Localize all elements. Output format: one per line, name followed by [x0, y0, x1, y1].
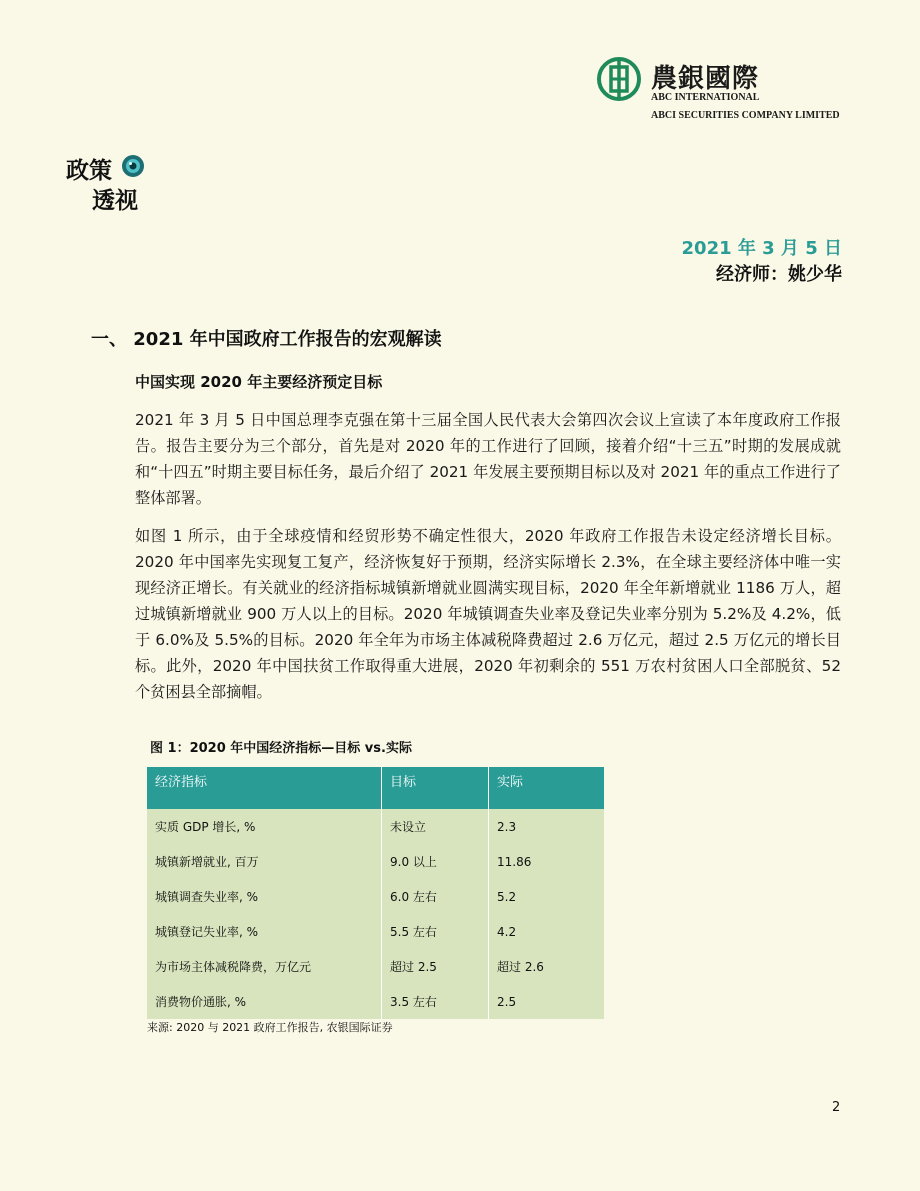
company-logo — [596, 52, 876, 127]
table-cell: 超过 2.6 — [489, 949, 605, 984]
logo-company-name: ABCI SECURITIES COMPANY LIMITED — [651, 110, 840, 121]
report-date: 2021 年 3 月 5 日 — [681, 238, 842, 259]
table-header-row — [147, 767, 604, 809]
figure-title: 图 1：2020 年中国经济指标—目标 vs.实际 — [150, 741, 412, 756]
table-row — [147, 879, 604, 914]
logo-chinese-name: 農銀國際 — [651, 64, 760, 94]
table-row — [147, 809, 604, 844]
report-brand — [66, 152, 196, 214]
table-cell: 未设立 — [382, 809, 489, 844]
table-cell: 4.2 — [489, 914, 605, 949]
table-cell: 6.0 左右 — [382, 879, 489, 914]
indicator-table — [147, 767, 604, 1019]
table-cell: 实质 GDP 增长, % — [147, 809, 382, 844]
figure-source: 来源: 2020 与 2021 政府工作报告, 农银国际证券 — [147, 1021, 393, 1034]
column-header: 实际 — [489, 767, 605, 809]
table-cell: 城镇登记失业率, % — [147, 914, 382, 949]
section-title: 一、 2021 年中国政府工作报告的宏观解读 — [91, 329, 442, 350]
table-cell: 为市场主体减税降费，万亿元 — [147, 949, 382, 984]
table-cell: 5.2 — [489, 879, 605, 914]
camera-lens-icon — [121, 154, 145, 178]
report-author: 经济师：姚少华 — [716, 264, 842, 285]
table-cell: 城镇调查失业率, % — [147, 879, 382, 914]
page-number: 2 — [832, 1100, 841, 1115]
table-cell: 超过 2.5 — [382, 949, 489, 984]
table-cell: 2.3 — [489, 809, 605, 844]
table-cell: 消费物价通胀, % — [147, 984, 382, 1019]
table-row — [147, 949, 604, 984]
brand-line-1: 政策 — [66, 157, 112, 184]
table-cell: 2.5 — [489, 984, 605, 1019]
column-header: 经济指标 — [147, 767, 382, 809]
table-row — [147, 914, 604, 949]
table-cell: 3.5 左右 — [382, 984, 489, 1019]
column-header: 目标 — [382, 767, 489, 809]
brand-line-2: 透视 — [92, 187, 138, 214]
logo-english-name: ABC INTERNATIONAL — [651, 92, 760, 103]
abc-logo-icon — [596, 56, 642, 102]
paragraph-2: 如图 1 所示，由于全球疫情和经贸形势不确定性很大，2020 年政府工作报告未设定经济增长目标。2020 年中国率先实现复工复产，经济恢复好于预期，经济实际增长 2.3%，在全球主要经济体中唯一实现经济正增长。有关就业的经济指标城镇新增就业圆满实现目标，2020 年全年新增就业 1186 万人，超过城镇新增就业 900 万人以上的目标。2020 年城镇调查失业率及登记失业率分别为 5.2%及 4.2%，低于 6.0%及 5.5%的目标。2020 年全年为市场主体减税降费超过 2.6 万亿元，超过 2.5 万亿元的增长目标。此外，2020 年中国扶贫工作取得重大进展，2020 年初剩余的 551 万农村贫困人口全部脱贫、52 个贫困县全部摘帽。 — [135, 527, 841, 701]
table-cell: 城镇新增就业, 百万 — [147, 844, 382, 879]
subheading: 中国实现 2020 年主要经济预定目标 — [135, 373, 383, 391]
table-cell: 9.0 以上 — [382, 844, 489, 879]
paragraph-1: 2021 年 3 月 5 日中国总理李克强在第十三届全国人民代表大会第四次会议上宣读了本年度政府工作报告。报告主要分为三个部分，首先是对 2020 年的工作进行了回顾，接着介绍“十三五”时期的发展成就和“十四五”时期主要目标任务，最后介绍了 2021 年发展主要预期目标以及对 2021 年的重点工作进行了整体部署。 — [135, 411, 841, 507]
table-cell: 5.5 左右 — [382, 914, 489, 949]
table-row — [147, 844, 604, 879]
table-row — [147, 984, 604, 1019]
table-cell: 11.86 — [489, 844, 605, 879]
